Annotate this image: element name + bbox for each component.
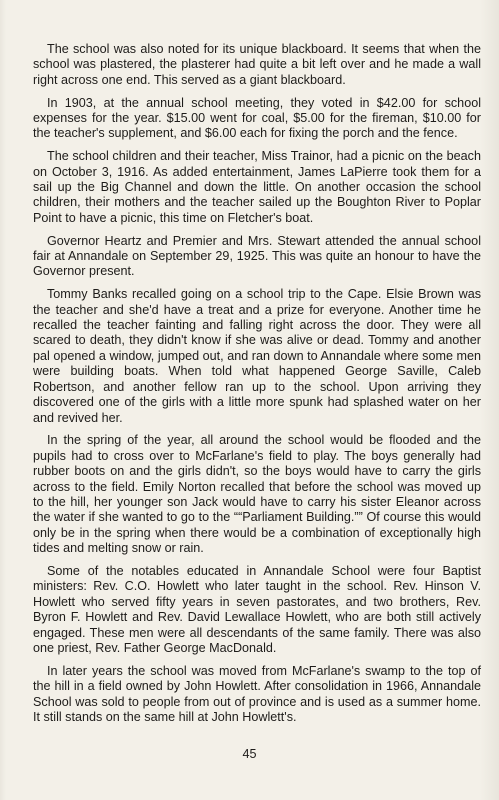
paragraph-spring-flooding: In the spring of the year, all around the school would be flooded and the pupils had to cross over to McFarlane's field to play. The boys generally had rubber boots on and the girls didn't, so the boys would have to carry the girls across to the field. Emily Norton recalled that before the school was moved up to the hill, her younger son Jack would have to carry his sister Eleanor across the water if she wanted to go to the ““Parliament Building.”” Of course this would only be in the spring when there would be a combination of exceptionally high tides and melting snow or rain.: [33, 433, 481, 556]
paragraph-later-years: In later years the school was moved from McFarlane's swamp to the top of the hill in a field owned by John Howlett. After consolidation in 1966, Annandale School was sold to people from out of province and is used as a summer home. It still stands on the same hill at John Howlett's.: [33, 663, 481, 724]
paragraph-school-expenses: In 1903, at the annual school meeting, they voted in $42.00 for school expenses for the year. $15.00 went for coal, $5.00 for the fireman, $10.00 for the teacher's supplement, and $6.00 each for fixing the porch and the fence.: [33, 95, 481, 141]
paragraph-school-fair: Governor Heartz and Premier and Mrs. Stewart attended the annual school fair at Annandale on September 29, 1925. This was quite an honour to have the Governor present.: [33, 233, 481, 279]
page-body: [33, 42, 481, 733]
paragraph-picnic: The school children and their teacher, Miss Trainor, had a picnic on the beach on October 3, 1916. As added entertainment, James LaPierre took them for a sail up the Big Channel and down the little. On another occasion the school children, their mothers and the teacher sailed up the Boughton River to Poplar Point to have a picnic, this time on Fletcher's boat.: [33, 149, 481, 225]
paragraph-notables: Some of the notables educated in Annandale School were four Baptist ministers: Rev. C.O. Howlett who later taught in the school. Rev. Hinson V. Howlett who served fifty years in seven pastorates, and two brothers, Rev. Byron F. Howlett and Rev. David Lewallace Howlett, who are both still actively engaged. These men were all descendants of the same family. There was also one priest, Rev. Father George MacDonald.: [33, 563, 481, 655]
page-number: 45: [242, 747, 257, 761]
paragraph-blackboard: The school was also noted for its unique blackboard. It seems that when the school was plastered, the plasterer had quite a bit left over and he made a wall right across one end. This served as a giant blackboard.: [33, 42, 481, 87]
paragraph-tommy-banks: Tommy Banks recalled going on a school trip to the Cape. Elsie Brown was the teacher and she'd have a treat and a prize for everyone. Another time he recalled the teacher fainting and falling right across the door. They were all scared to death, they didn't know if she was alive or dead. Tommy and another pal opened a window, jumped out, and ran down to Annandale where some men were building boats. When told what happened George Saville, Caleb Robertson, and another fellow ran up to the school. Upon arriving they discovered one of the girls with a little more spunk had splashed water on her and revived her.: [33, 287, 481, 425]
